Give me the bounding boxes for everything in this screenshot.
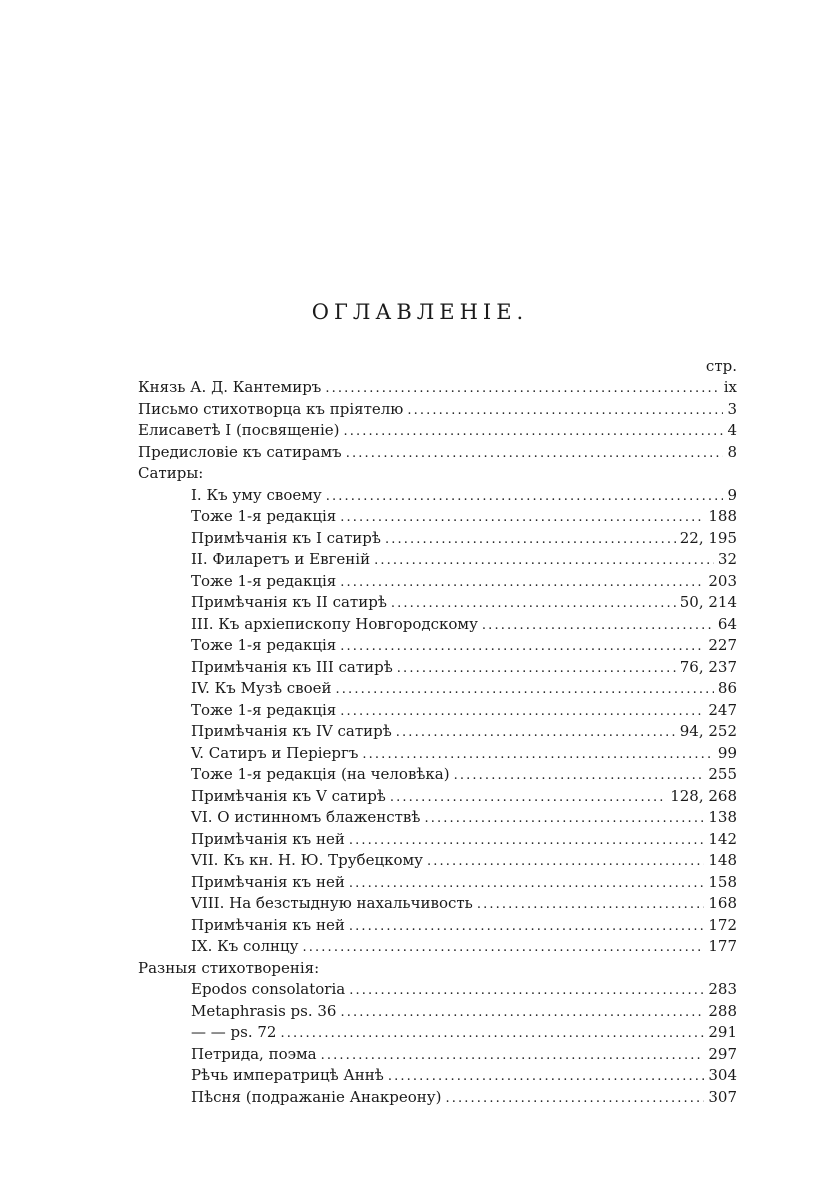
- entry-page: 8: [727, 442, 737, 461]
- entry-title: III. Къ архіепископу Новгородскому: [191, 614, 478, 633]
- entry-page: 203: [708, 571, 737, 590]
- entry-page: 99: [717, 743, 737, 762]
- toc-entry: [138, 829, 737, 851]
- entry-page: 3: [727, 399, 737, 418]
- toc-entry: [138, 592, 737, 614]
- entry-title: Примѣчанія къ ней: [191, 915, 345, 934]
- entry-title: Epodos consolatoria: [191, 980, 346, 998]
- dot-leader: [349, 916, 705, 938]
- entry-page: ix: [723, 378, 737, 396]
- entry-page: 255: [708, 765, 737, 783]
- toc-entry: [138, 549, 737, 571]
- entry-page: 142: [708, 829, 737, 848]
- section-title: Разныя стихотворенія:: [138, 958, 320, 977]
- toc-entry: [138, 807, 737, 829]
- entry-title: Примѣчанія къ III сатирѣ: [191, 657, 393, 676]
- toc-entry: [138, 635, 737, 657]
- entry-title: Тоже 1-я редакція: [191, 571, 337, 590]
- entry-title: Metaphrasis ps. 36: [191, 1001, 337, 1020]
- dot-leader: [391, 593, 676, 615]
- entry-page: 76, 237: [679, 657, 737, 676]
- entry-title: Князь А. Д. Кантемиръ: [138, 378, 322, 396]
- toc-entry: [138, 528, 737, 550]
- entry-title: Тоже 1-я редакція: [191, 700, 337, 719]
- entry-page: 307: [708, 1087, 737, 1106]
- dot-leader: [445, 1088, 704, 1110]
- toc-entry: [138, 485, 737, 507]
- table-of-contents: [138, 377, 737, 1108]
- entry-title: Предисловіе къ сатирамъ: [138, 442, 342, 461]
- toc-entry: [138, 614, 737, 636]
- dot-leader: [343, 421, 723, 443]
- toc-entry: [138, 377, 737, 399]
- entry-page: 172: [708, 915, 737, 934]
- entry-page: 86: [717, 679, 737, 697]
- dot-leader: [340, 636, 704, 658]
- dot-leader: [427, 851, 704, 873]
- toc-entry: [138, 893, 737, 915]
- toc-entry: [138, 786, 737, 808]
- entry-page: 291: [708, 1023, 737, 1041]
- dot-leader: [385, 529, 676, 551]
- dot-leader: [303, 937, 705, 959]
- entry-title: VIII. На безстыдную нахальчивость: [191, 894, 473, 912]
- dot-leader: [325, 378, 719, 400]
- entry-title: Рѣчь императрицѣ Аннѣ: [191, 1066, 384, 1084]
- dot-leader: [390, 787, 666, 809]
- dot-leader: [336, 679, 714, 701]
- entry-page: 128, 268: [670, 786, 737, 805]
- toc-entry: [138, 700, 737, 722]
- entry-title: VII. Къ кн. Н. Ю. Трубецкому: [191, 851, 423, 869]
- toc-entry: [138, 1022, 737, 1044]
- dot-leader: [396, 722, 676, 744]
- entry-title: Примѣчанія къ I сатирѣ: [191, 528, 381, 547]
- dot-leader: [340, 572, 704, 594]
- toc-entry: [138, 764, 737, 786]
- entry-page: 22, 195: [679, 528, 737, 547]
- entry-page: 297: [708, 1044, 737, 1063]
- toc-entry: [138, 1087, 737, 1109]
- entry-title: VI. О истинномъ блаженствѣ: [191, 808, 421, 826]
- entry-page: 227: [708, 636, 737, 654]
- entry-page: 148: [708, 851, 737, 869]
- entry-title: Примѣчанія къ ней: [191, 872, 345, 891]
- dot-leader: [374, 550, 714, 572]
- dot-leader: [340, 507, 704, 529]
- dot-leader: [321, 1045, 705, 1067]
- toc-entry: [138, 678, 737, 700]
- entry-page: 9: [727, 485, 737, 504]
- entry-page: 4: [727, 421, 737, 439]
- dot-leader: [407, 400, 723, 422]
- toc-section-heading: [138, 463, 737, 485]
- dot-leader: [362, 744, 714, 766]
- toc-entry: [138, 571, 737, 593]
- toc-entry: [138, 506, 737, 528]
- entry-page: 138: [708, 808, 737, 826]
- entry-page: 168: [708, 894, 737, 912]
- entry-page: 188: [708, 507, 737, 525]
- entry-title: I. Къ уму своему: [191, 485, 322, 504]
- toc-entry: [138, 743, 737, 765]
- entry-title: Примѣчанія къ V сатирѣ: [191, 786, 386, 805]
- toc-entry: [138, 442, 737, 464]
- entry-page: 94, 252: [679, 722, 737, 740]
- entry-title: Петрида, поэма: [191, 1044, 317, 1063]
- entry-page: 158: [708, 872, 737, 891]
- toc-entry: [138, 1065, 737, 1087]
- entry-title: Примѣчанія къ II сатирѣ: [191, 593, 387, 611]
- toc-entry: [138, 979, 737, 1001]
- entry-title: Письмо стихотворца къ пріятелю: [138, 399, 404, 418]
- toc-entry: [138, 915, 737, 937]
- toc-entry: [138, 721, 737, 743]
- dot-leader: [349, 980, 704, 1002]
- entry-title: Тоже 1-я редакція (на человѣка): [191, 765, 450, 783]
- entry-page: 304: [708, 1066, 737, 1084]
- dot-leader: [280, 1023, 704, 1045]
- dot-leader: [454, 765, 705, 787]
- entry-page: 247: [708, 700, 737, 719]
- toc-entry: [138, 850, 737, 872]
- entry-title: Тоже 1-я редакція: [191, 507, 337, 525]
- entry-page: 283: [708, 980, 737, 998]
- page-title: ОГЛАВЛЕНІЕ.: [311, 300, 529, 324]
- entry-title: Примѣчанія къ IV сатирѣ: [191, 722, 392, 740]
- toc-entry: [138, 657, 737, 679]
- entry-title: — — ps. 72: [191, 1023, 277, 1041]
- dot-leader: [477, 894, 705, 916]
- toc-entry: [138, 936, 737, 958]
- dot-leader: [346, 443, 724, 465]
- dot-leader: [349, 873, 705, 895]
- entry-page: 288: [708, 1001, 737, 1020]
- entry-title: IV. Къ Музѣ своей: [191, 679, 332, 697]
- dot-leader: [326, 486, 724, 508]
- section-title: Сатиры:: [138, 464, 204, 482]
- entry-page: 32: [717, 550, 737, 568]
- dot-leader: [388, 1066, 705, 1088]
- dot-leader: [349, 830, 705, 852]
- entry-title: Елисаветѣ I (посвященіе): [138, 421, 340, 439]
- entry-page: 177: [708, 937, 737, 955]
- dot-leader: [397, 658, 676, 680]
- toc-section-heading: [138, 958, 737, 980]
- toc-entry: [138, 399, 737, 421]
- dot-leader: [340, 1002, 704, 1024]
- toc-entry: [138, 1001, 737, 1023]
- dot-leader: [424, 808, 704, 830]
- entry-page: 50, 214: [679, 593, 737, 611]
- entry-title: Примѣчанія къ ней: [191, 829, 345, 848]
- entry-title: Тоже 1-я редакція: [191, 636, 337, 654]
- entry-title: Пѣсня (подражаніе Анакреону): [191, 1087, 442, 1106]
- toc-entry: [138, 420, 737, 442]
- entry-title: II. Филаретъ и Евгеній: [191, 550, 371, 568]
- page-column-label: стр.: [705, 357, 737, 375]
- entry-title: IX. Къ солнцу: [191, 937, 299, 955]
- dot-leader: [482, 615, 714, 637]
- entry-page: 64: [717, 614, 737, 633]
- entry-title: V. Сатиръ и Періергъ: [191, 743, 359, 762]
- dot-leader: [340, 701, 704, 723]
- toc-entry: [138, 872, 737, 894]
- toc-entry: [138, 1044, 737, 1066]
